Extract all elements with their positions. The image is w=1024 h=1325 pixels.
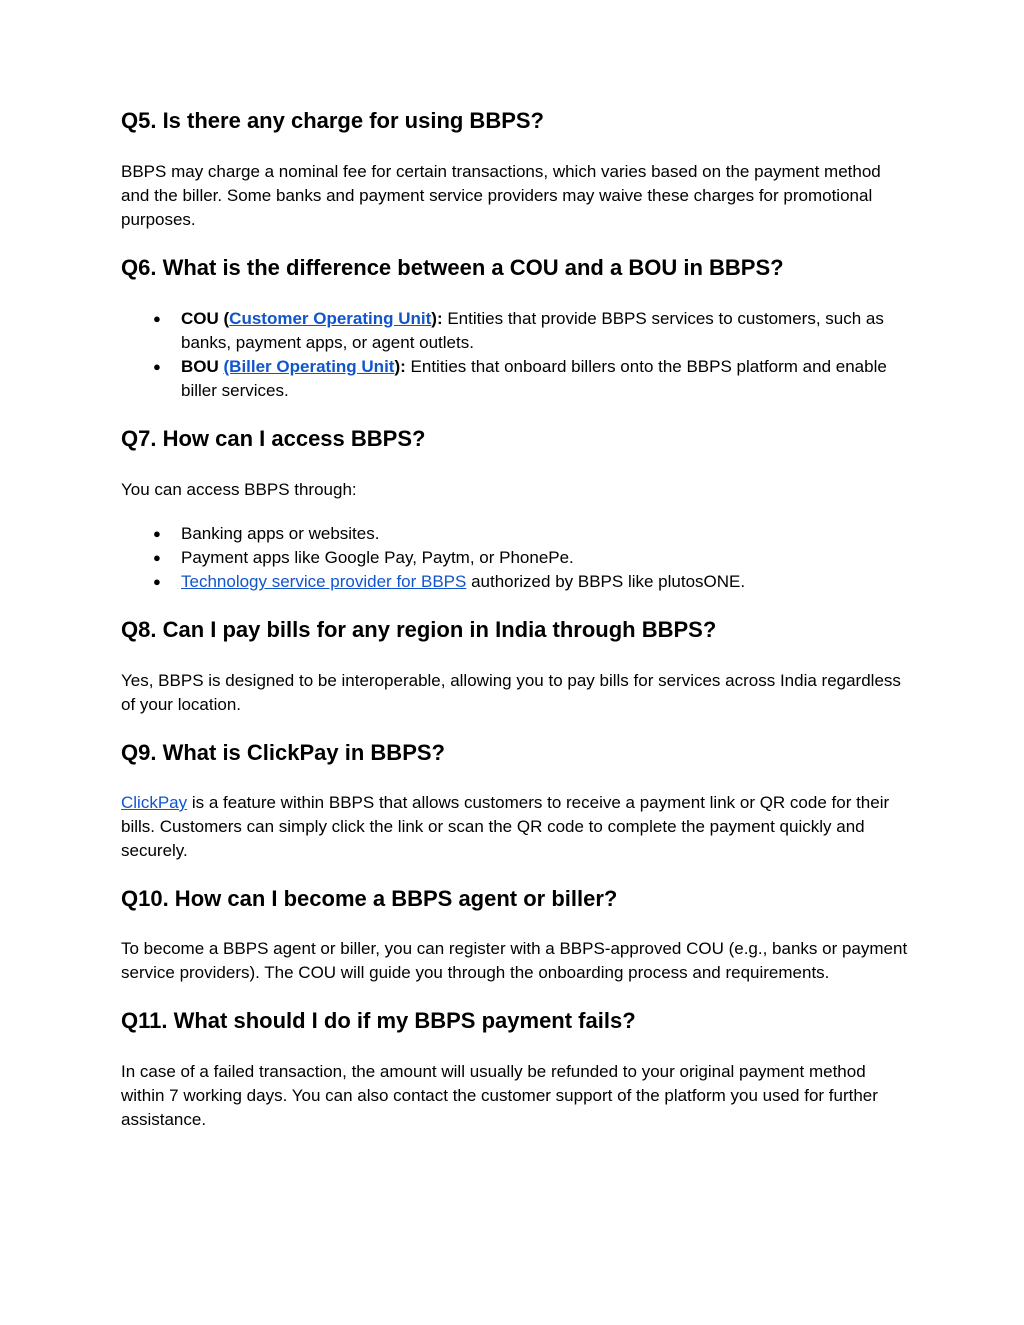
list-item-text: Banking apps or websites. bbox=[181, 524, 380, 544]
q9-answer-text: is a feature within BBPS that allows customers to receive a payment link or QR code for their bills. Customers can simply click the link or scan the QR code to complete the payment quickly and securely. bbox=[121, 792, 890, 860]
q10-answer: To become a BBPS agent or biller, you can register with a BBPS-approved COU (e.g., banks or payment service providers). The COU will guide you through the onboarding process and requirements. bbox=[121, 939, 908, 983]
customer-operating-unit-link[interactable]: Customer Operating Unit bbox=[229, 308, 432, 328]
list-item bbox=[121, 522, 911, 546]
faq-q8 bbox=[121, 617, 911, 716]
q11-answer: In case of a failed transaction, the amount will usually be refunded to your original payment method within 7 working days. You can also contact the customer support of the platform you used for further assistance. bbox=[121, 1061, 878, 1129]
list-item bbox=[121, 570, 911, 594]
q8-heading: Q8. Can I pay bills for any region in India through BBPS? bbox=[121, 617, 717, 643]
faq-q9 bbox=[121, 740, 911, 863]
bou-term-close: ): bbox=[394, 356, 406, 376]
list-item-text: Payment apps like Google Pay, Paytm, or PhonePe. bbox=[181, 548, 574, 568]
bullet-icon: ● bbox=[153, 310, 161, 326]
technology-service-provider-link[interactable]: Technology service provider for BBPS bbox=[181, 572, 467, 592]
biller-operating-unit-link[interactable]: (Biller Operating Unit bbox=[223, 356, 395, 376]
faq-q10 bbox=[121, 886, 911, 985]
bullet-icon: ● bbox=[153, 526, 161, 542]
q7-heading: Q7. How can I access BBPS? bbox=[121, 425, 426, 451]
bullet-icon: ● bbox=[153, 358, 161, 374]
bou-description: Entities that onboard billers onto the BBPS platform and enable biller services. bbox=[181, 356, 887, 400]
q8-answer: Yes, BBPS is designed to be interoperable, allowing you to pay bills for services across India regardless of your location. bbox=[121, 670, 901, 714]
cou-term: COU ( bbox=[181, 308, 230, 328]
bullet-icon: ● bbox=[153, 550, 161, 566]
list-item bbox=[121, 546, 911, 570]
list-item-text: authorized by BBPS like plutosONE. bbox=[466, 572, 746, 592]
faq-q6 bbox=[121, 255, 911, 402]
faq-q5 bbox=[121, 108, 911, 232]
q11-heading: Q11. What should I do if my BBPS payment fails? bbox=[121, 1008, 636, 1034]
cou-description: Entities that provide BBPS services to customers, such as banks, payment apps, or agent outlets. bbox=[181, 308, 884, 352]
list-item-cou bbox=[121, 307, 911, 355]
q6-heading: Q6. What is the difference between a COU and a BOU in BBPS? bbox=[121, 255, 784, 281]
q5-heading: Q5. Is there any charge for using BBPS? bbox=[121, 108, 544, 133]
q9-answer bbox=[121, 791, 911, 863]
q7-list bbox=[121, 522, 911, 594]
list-item-bou bbox=[121, 355, 911, 403]
bou-term: BOU bbox=[181, 356, 224, 376]
q5-answer: BBPS may charge a nominal fee for certain transactions, which varies based on the payment method and the biller. Some banks and payment service providers may waive these charges for promotional purposes. bbox=[121, 162, 881, 230]
q7-intro: You can access BBPS through: bbox=[121, 480, 357, 500]
cou-term-close: ): bbox=[431, 308, 443, 328]
q6-list bbox=[121, 307, 911, 403]
q9-heading: Q9. What is ClickPay in BBPS? bbox=[121, 739, 445, 765]
bullet-icon: ● bbox=[153, 574, 161, 590]
faq-q7 bbox=[121, 426, 911, 594]
clickpay-link[interactable]: ClickPay bbox=[121, 792, 188, 812]
q10-heading: Q10. How can I become a BBPS agent or biller? bbox=[121, 885, 618, 911]
document-page bbox=[121, 108, 911, 1132]
faq-q11 bbox=[121, 1008, 911, 1131]
